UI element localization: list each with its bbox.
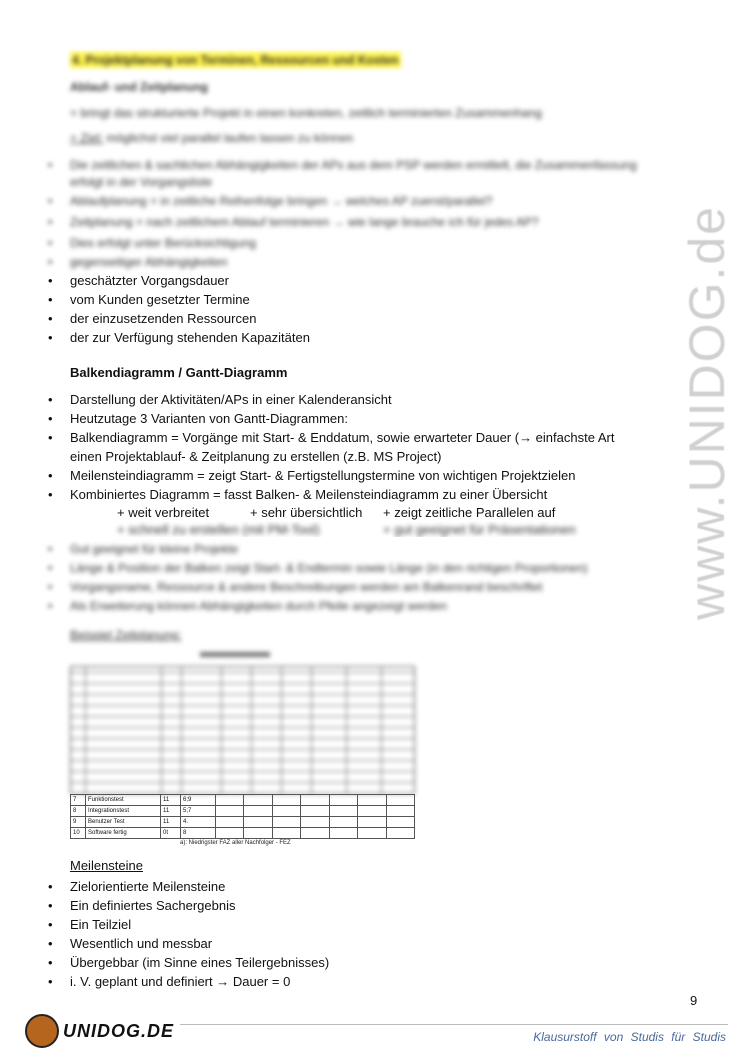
blurred-item: • Gut geeignet für kleine Projekte — [70, 540, 710, 559]
logo-text: UNIDOG.DE — [63, 1020, 175, 1041]
schedule-table — [70, 648, 415, 848]
plus-item: + weit verbreitet — [117, 505, 210, 520]
blurred-item: • Als Erweiterung können Abhängigkeiten durch Pfeile angezeigt werden — [70, 597, 710, 616]
intro-line-2 — [70, 131, 353, 145]
cut-row — [110, 521, 610, 537]
plus-item: + schnell zu erstellen (mit PM-Tool) — [117, 522, 320, 537]
milestone-item: • Wesentlich und messbar — [70, 934, 670, 953]
consideration-item: • der einzusetzenden Ressourcen — [70, 309, 670, 328]
dog-icon — [25, 1014, 59, 1048]
goal-label: = Ziel: — [70, 131, 104, 145]
blurred-list-2 — [70, 540, 710, 616]
section-heading: 4. Projektplanung von Terminen, Ressourcen und Kosten — [72, 53, 399, 67]
blurred-item: • Zeitplanung = nach zeitlichem Ablauf terminieren → wie lange brauche ich für jedes AP? — [70, 214, 670, 231]
gantt-list — [70, 390, 700, 504]
milestones-top-item: • Zielorientierte Meilensteine — [70, 877, 670, 896]
gantt-point: • Darstellung der Aktivitäten/APs in einer Kalenderansicht — [70, 390, 700, 409]
blurred-item: • gegenseitiger Abhängigkeiten — [70, 254, 670, 271]
milestone-item: • i. V. geplant und definiert → Dauer = 0 — [70, 972, 670, 991]
table-row: 7 Funktionstest 11 6;9 — [71, 795, 415, 806]
gantt-variant: • Kombiniertes Diagramm = fasst Balken- & Meilensteindiagramm zu einer Übersicht — [70, 485, 630, 504]
page-number: 9 — [690, 993, 698, 1008]
milestone-item: • Ein definiertes Sachergebnis — [70, 896, 670, 915]
table-row: 9 Benutzer Test 11 4. — [71, 817, 415, 828]
blurred-item: • Die zeitlichen & sachlichen Abhängigkeiten der APs aus dem PSP werden ermittelt, die Zusammenfassung erfolgt in der Vorgangsliste — [70, 157, 670, 191]
table-row: 10 Software fertig 0t 8 — [71, 828, 415, 839]
consideration-item: • vom Kunden gesetzter Termine — [70, 290, 670, 309]
subheading: Ablauf- und Zeitplanung — [70, 80, 208, 94]
table-row: 8 Integrationstest 11 5;7 — [71, 806, 415, 817]
gantt-variant: • Meilensteindiagramm = zeigt Start- & Fertigstellungstermine von wichtigen Projektzielen — [70, 466, 630, 485]
watermark: www.UNIDOG.de — [679, 205, 735, 620]
plus-item: + sehr übersichtlich — [250, 505, 363, 520]
plus-item: + zeigt zeitliche Parallelen auf — [383, 505, 556, 520]
footer-text: Klausurstoff von Studis für Studis — [533, 1030, 726, 1044]
milestones-heading: Meilensteine — [70, 858, 143, 873]
gantt-variant: • Balkendiagramm = Vorgänge mit Start- & Enddatum, sowie erwarteter Dauer (→ einfachste Art einen Projektablauf- & Zeitplanung zu erstellen (z.B. MS Project) — [70, 428, 630, 466]
blurred-item: • Ablaufplanung = in zeitliche Reihenfolge bringen → welches AP zuerst/parallel? — [70, 193, 670, 210]
milestone-item: • Ein Teilziel — [70, 915, 670, 934]
blurred-list — [70, 157, 670, 271]
plus-item: + gut geeignet für Präsentationen — [383, 522, 576, 537]
unidog-logo — [25, 1014, 174, 1048]
goal-text: möglichst viel parallel laufen lassen zu können — [106, 131, 354, 145]
table-caption: a): Niedrigster FAZ aller Nachfolger - FEZ — [180, 840, 291, 846]
intro-line-1: = bringt das strukturierte Projekt in einen konkreten, zeitlich terminierten Zusammenhang — [70, 106, 542, 120]
consideration-item: • der zur Verfügung stehenden Kapazitäten — [70, 328, 670, 347]
consideration-item: • geschätzter Vorgangsdauer — [70, 271, 670, 290]
example-label: Beispiel Zeitplanung: — [70, 628, 182, 642]
footer-divider — [180, 1024, 728, 1025]
blurred-item: • Länge & Position der Balken zeigt Start- & Endtermin sowie Länge (in den richtigen Proportionen) — [70, 559, 710, 578]
milestones-list — [70, 877, 670, 991]
gantt-point: • Heutzutage 3 Varianten von Gantt-Diagrammen: — [70, 409, 700, 428]
milestone-item: • Übergebbar (im Sinne eines Teilergebnisses) — [70, 953, 670, 972]
blurred-item: • Vorgangsname, Ressource & andere Beschreibungen werden am Balkenrand beschriftet — [70, 578, 710, 597]
consideration-list — [70, 271, 670, 347]
gantt-heading: Balkendiagramm / Gantt-Diagramm — [70, 365, 288, 380]
blurred-item: • Dies erfolgt unter Berücksichtigung — [70, 235, 670, 252]
table-blurred-top — [70, 648, 415, 794]
